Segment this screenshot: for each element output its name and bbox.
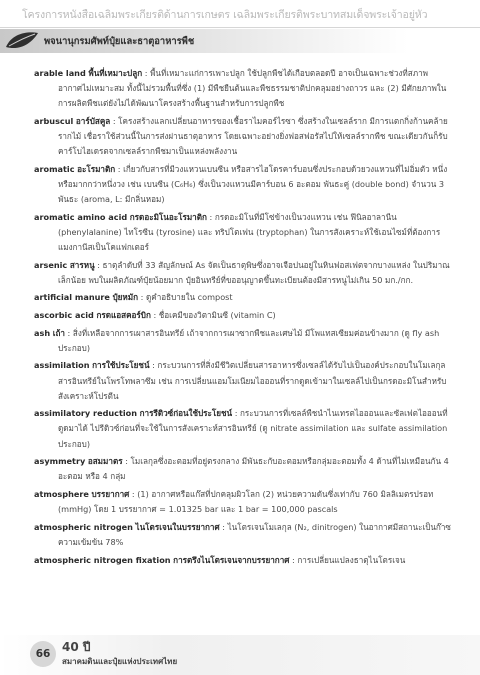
glossary-entry xyxy=(34,66,452,111)
glossary-entry xyxy=(34,290,452,305)
entry-definition: ชื่อเคมีของวิตามินซี (vitamin C) xyxy=(158,309,276,320)
entry-definition: ไนโตรเจนโมเลกุล (N₂, dinitrogen) ในอากาศมีสถานะเป็นก๊าซ ความเข้มข้น 78% xyxy=(58,521,451,547)
entry-term-th: อะโรมาติก xyxy=(77,163,116,174)
entry-definition: สิ่งที่เหลือจากการเผาสารอินทรีย์ เถ้าจากการเผาซากพืชและเศษไม้ มีโพแทสเซียมค่อนข้างมาก (ดู fly ash ประกอบ) xyxy=(58,327,440,353)
entry-term-th: เถ้า xyxy=(52,327,65,338)
entry-term-en: asymmetry xyxy=(34,456,86,467)
entry-term-th: การตรึงไนโตรเจนจากบรรยากาศ xyxy=(173,554,290,565)
glossary-entry xyxy=(34,326,452,356)
section-title: พจนานุกรมศัพท์ปุ๋ยและธาตุอาหารพืช xyxy=(44,36,195,47)
glossary-entry xyxy=(34,162,452,207)
entry-definition: โครงสร้างแลกเปลี่ยนอาหารของเชื้อราไมคอร์ไรซา ซึ่งสร้างในเซลล์ราก มีการแตกกิ่งก้านคล้ายรากไม้ เชื่อราใช้ส่วนนี้ในการส่งผ่านธาตุอาหาร โดยเฉพาะอย่างยิ่งฟอสฟอรัสไปให้เซลล์รากพืช ขณะเดียวกันก็รับคาร์โบไฮเดรตจากเซลล์รากพืชมาเป็นแหล่งพลังงาน xyxy=(58,115,448,157)
entry-definition: ดูคำอธิบายใน compost xyxy=(145,292,233,303)
glossary-entry xyxy=(34,520,452,550)
entry-term-th: ไนโตรเจนในบรรยากาศ xyxy=(135,521,220,532)
entry-term-en: arable land xyxy=(34,68,86,78)
entry-separator: : xyxy=(94,259,103,270)
entry-term-th: พื้นที่เหมาะปลูก xyxy=(88,68,143,78)
glossary-entry xyxy=(34,308,452,323)
entry-definition: (1) อากาศหรือแก๊สที่ปกคลุมผิวโลก (2) หน่วยความดันซึ่งเท่ากับ 760 มิลลิเมตรปรอท (mmHg) โดย 1 บรรยากาศ = 1.01325 bar และ 1 bar = 100,000 pascals xyxy=(58,488,434,515)
entry-term-en: artificial manure xyxy=(34,292,110,303)
entry-definition: ธาตุลำดับที่ 33 สัญลักษณ์ As จัดเป็นธาตุพิษซึ่งอาจเจือปนอยู่ในหินฟอสเฟตจากบางแหล่ง ในปริมาณเล็กน้อย พบในผลิตภัณฑ์ปุ๋ยน้อยมาก ปุ๋ยอินทรีย์ที่ขออนุญาตขึ้นทะเบียนต้องมีสารหนูไม่เกิน 50 มก./กก. xyxy=(58,259,450,285)
entry-definition: เกี่ยวกับสารที่มีวงแหวนเบนซีน หรือสารไฮโดรคาร์บอนซึ่งประกอบด้วยวงแหวนที่ไม่อิ่มตัว หนึ่งหรือมากกว่าหนึ่งวง เช่น เบนซีน (C₆H₆) ซึ่งเป็นวงแหวนมีคาร์บอน 6 อะตอม พันธะคู่ (double bond) จำนวน 3 พันธะ (aroma, L: มีกลิ่นหอม) xyxy=(58,163,448,204)
entry-term-th: ปุ๋ยหมัก xyxy=(112,292,139,303)
anniversary-label: 40 ปี xyxy=(62,640,91,654)
entry-definition: โมเลกุลซึ่งอะตอมที่อยู่ตรงกลาง มีพันธะกับอะตอมหรือกลุ่มอะตอมทั้ง 4 ด้านที่ไม่เหมือนกัน 4 อะตอม หรือ 4 กลุ่ม xyxy=(58,456,449,482)
entry-separator: : xyxy=(150,309,159,320)
leaf-icon xyxy=(4,31,40,51)
entry-definition: กรดอะมิโนที่มีโซ่ข้างเป็นวงแหวน เช่น ฟีนิลอาลานีน (phenylalanine) ไทโรซีน (tyrosine) และ ทริปโตเฟน (tryptophan) ในการสังเคราะห์ใช้เอนไซม์ที่ต้องการแมงกานีสเป็นโคแฟกเตอร์ xyxy=(58,211,441,252)
glossary-entry xyxy=(34,358,452,403)
entry-separator: : xyxy=(206,211,215,222)
entry-term-en: arsenic xyxy=(34,259,68,270)
entry-term-en: ascorbic acid xyxy=(34,309,94,320)
entry-term-th: กรดอะมิโนอะโรมาติก xyxy=(129,211,207,222)
entry-definition: กระบวนการที่เซลล์พืชนำไนเทรตไอออนและซัลเฟตไอออนที่ดูดมาได้ ไปรีดิวซ์ก่อนที่จะใช้ในการสังเคราะห์สารอินทรีย์ (ดู nitrate assimilation และ sulfate assimilation ประกอบ) xyxy=(58,408,448,449)
entry-separator: : xyxy=(129,488,138,499)
glossary-entry xyxy=(34,114,452,159)
entry-separator: : xyxy=(122,456,131,467)
entry-separator: : xyxy=(289,554,298,565)
entry-term-th: การรีดิวซ์ก่อนใช้ประโยชน์ xyxy=(139,408,233,419)
glossary-entry xyxy=(34,210,452,255)
entry-separator: : xyxy=(64,327,73,338)
entry-definition: พื้นที่เหมาะแก่การเพาะปลูก ใช้ปลูกพืชได้เกือบตลอดปี อาจเป็นเฉพาะช่วงที่สภาพอากาศไม่เหมาะสม ทั้งนี้ไม่รวมพื้นที่ซึ่ง (1) มีพืชยืนต้นและพืชธรรมชาติปกคลุมอย่างถาวร และ (2) มีศักยภาพในการผลิตพืชแต่ยังไม่ได้พัฒนาโครงสร้างพื้นฐานสำหรับการปลูกพืช xyxy=(58,68,447,109)
glossary-entry xyxy=(34,553,452,568)
entry-term-en: assimilation xyxy=(34,360,90,371)
entry-term-th: การใช้ประโยชน์ xyxy=(92,360,150,371)
glossary-entry xyxy=(34,406,452,451)
entry-separator: : xyxy=(110,115,119,126)
entry-term-en: arbuscul xyxy=(34,115,74,126)
entry-term-en: assimilatory reduction xyxy=(34,408,138,419)
entry-separator: : xyxy=(138,292,146,303)
entry-term-en: atmosphere xyxy=(34,488,89,499)
entry-separator: : xyxy=(149,360,158,371)
entry-term-th: กรดแอสคอร์บิก xyxy=(96,309,151,320)
entry-separator: : xyxy=(142,68,151,78)
entry-term-en: aromatic xyxy=(34,163,75,174)
book-title: โครงการหนังสือเฉลิมพระเกียรติด้านการเกษตร เฉลิมพระเกียรติพระบาทสมเด็จพระเจ้าอยู่หัว xyxy=(22,9,428,21)
entry-term-th: อาร์บัสคูล xyxy=(75,115,111,126)
glossary-entry xyxy=(34,258,452,288)
entry-term-th: บรรยากาศ xyxy=(91,488,130,499)
glossary-entries xyxy=(34,66,452,570)
glossary-entry xyxy=(34,487,452,517)
entry-separator: : xyxy=(232,408,241,419)
organization-name: สมาคมดินและปุ๋ยแห่งประเทศไทย xyxy=(62,657,178,666)
entry-separator: : xyxy=(115,163,124,174)
entry-term-th: สารหนู xyxy=(69,259,95,270)
entry-term-en: atmospheric nitrogen xyxy=(34,521,133,532)
entry-term-en: aromatic amino acid xyxy=(34,211,128,222)
section-header-band xyxy=(0,29,480,53)
entry-term-th: อสมมาตร xyxy=(87,456,123,467)
header-divider xyxy=(0,27,480,28)
entry-term-en: ash xyxy=(34,327,51,338)
glossary-entry xyxy=(34,454,452,484)
entry-separator: : xyxy=(219,521,228,532)
page-number: 66 xyxy=(30,641,56,667)
entry-definition: กระบวนการที่สิ่งมีชีวิตเปลี่ยนสารอาหารซึ่งเซลล์ได้รับไปเป็นองค์ประกอบในโมเลกุลสารอินทรีย์ในโพรโทพลาซึม เช่น การเปลี่ยนแอมโมเนียมไอออนที่รากดูดเข้ามาในเซลล์ไปเป็นกรดอะมิโนสำหรับสังเคราะห์โปรตีน xyxy=(58,360,447,401)
entry-definition: การเปลี่ยนแปลงธาตุไนโตรเจน xyxy=(297,554,406,565)
entry-term-en: atmospheric nitrogen fixation xyxy=(34,554,171,565)
